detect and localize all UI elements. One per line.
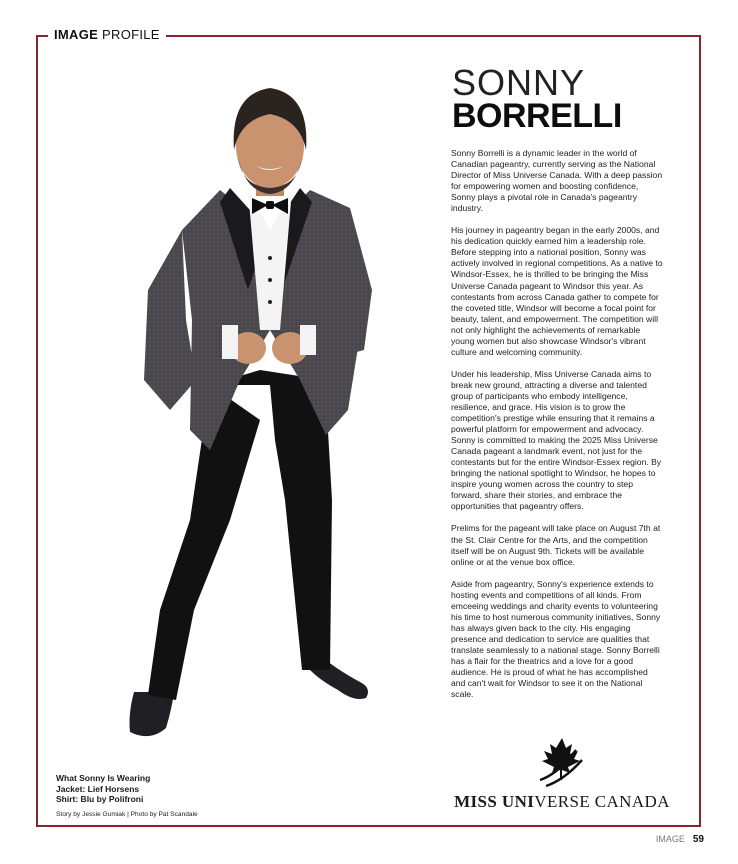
paragraph: Under his leadership, Miss Universe Canada aims to break new ground, attracting a diverse and talented group of participants who embody intelligence, resilience, and grace. His vision is to grow the competition's prestige while ensuring that it remains a powerful platform for empowerment and advocacy. Sonny is committed to making the 2025 Miss Universe Canada pageant a landmark event, not just for the contestants but for the entire Windsor-Essex region. By bringing the national spotlight to Windsor, he hopes to inspire young women across the country to step forward, share their stories, and embrace the opportunities that pageantry offers. <box>451 368 662 512</box>
wearing-title: What Sonny Is Wearing <box>56 773 151 783</box>
wearing-jacket: Jacket: Lief Horsens <box>56 783 140 794</box>
paragraph: Prelims for the pageant will take place on August 7th at the St. Clair Centre for the Arts, and the competition itself will be on August 9th. Tickets will be available online or at the venue box office. <box>451 523 661 567</box>
paragraph: His journey in pageantry began in the early 2000s, and his dedication quickly earned him a leadership role. Before stepping into a national position, Sonny was actively involved in regional competitions. As a native to Windsor-Essex, he is thrilled to be bringing the Miss Universe Canada pageant to Windsor this year. As contestants from across Canada gather to compete for the coveted title, Windsor will become a focal point for beauty, talent, and empowerment. The competition will not only highlight the achievements of remarkable young women but also showcase Windsor's vibrant culture and welcoming community. <box>451 225 663 357</box>
profile-first-name: SONNY <box>452 62 586 103</box>
magazine-name: IMAGE <box>655 834 685 844</box>
section-label: IMAGE PROFILE <box>48 26 166 44</box>
maple-leaf-icon <box>452 736 672 792</box>
photo-credits: Story by Jessie Gumiak | Photo by Pat Scandale <box>56 811 198 818</box>
logo-text: MISS UNIVERSE CANADA <box>454 792 670 811</box>
article-body <box>451 148 663 711</box>
wearing-caption <box>56 773 150 805</box>
profile-last-name: BORRELLI <box>452 97 622 135</box>
miss-universe-canada-logo <box>452 736 672 816</box>
paragraph: Sonny Borrelli is a dynamic leader in the world of Canadian pageantry, currently serving as the National Director of Miss Universe Canada. With a deep passion for empowering women and boosting confidence, Sonny plays a pivotal role in Canada's pageantry industry. <box>451 148 663 214</box>
wearing-shirt: Shirt: Blu by Polifroni <box>56 794 144 804</box>
paragraph: Aside from pageantry, Sonny's experience extends to hosting events and competitions of all kinds. From emceeing weddings and charity events to volunteering his time to host numerous community initiatives, Sonny has always given back to the city. His engaging presence and dedication to service are qualities that translate seamlessly to a national stage. Sonny Borrelli has a flair for the theatrics and a love for a good audience. He is proud of what he has accomplished and can't wait for Windsor to see it on the National scale. <box>451 578 661 700</box>
page-number: 59 <box>692 834 704 845</box>
page-folio <box>656 834 704 845</box>
portrait-figure <box>120 80 390 760</box>
